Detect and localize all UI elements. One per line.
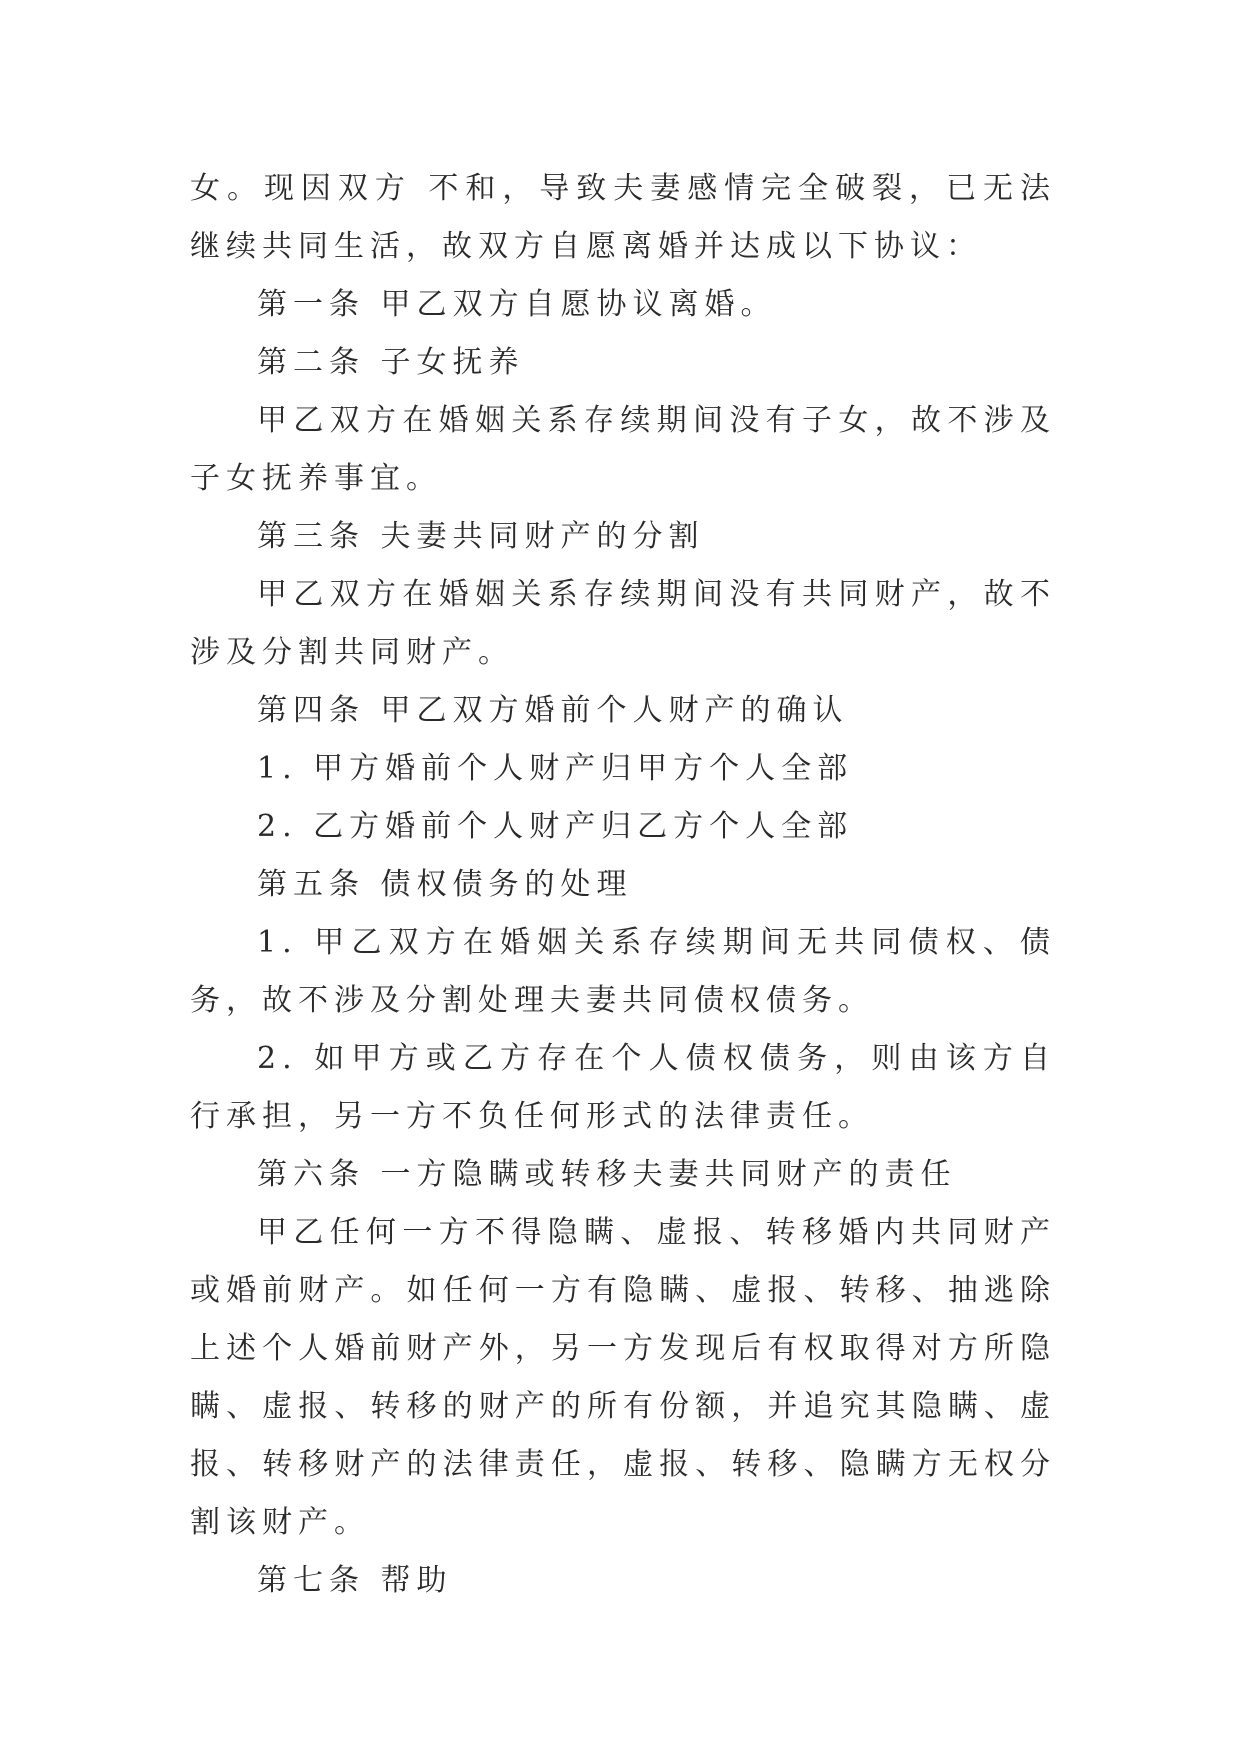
list-item: 1. 甲乙双方在婚姻关系存续期间无共同债权、债务，故不涉及分割处理夫妻共同债权债务。 xyxy=(190,925,1056,1018)
paragraph: 甲乙双方在婚姻关系存续期间没有子女，故不涉及子女抚养事宜。 xyxy=(190,403,1056,496)
paragraph: 甲乙任何一方不得隐瞒、虚报、转移婚内共同财产或婚前财产。如任何一方有隐瞒、虚报、转移、抽逃除上述个人婚前财产外，另一方发现后有权取得对方所隐瞒、虚报、转移的财产的所有份额，并追究其隐瞒、虚报、转移财产的法律责任，虚报、转移、隐瞒方无权分割该财产。 xyxy=(190,1215,1056,1540)
article-3-heading: 第三条 夫妻共同财产的分割 xyxy=(257,519,705,554)
article-4-heading: 第四条 甲乙双方婚前个人财产的确认 xyxy=(257,693,849,728)
list-item: 1. 甲方婚前个人财产归甲方个人全部 xyxy=(257,751,854,786)
paragraph: 女。现因双方 不和，导致夫妻感情完全破裂，已无法继续共同生活，故双方自愿离婚并达成以下协议： xyxy=(190,171,1056,264)
list-item: 2. 乙方婚前个人财产归乙方个人全部 xyxy=(257,809,854,844)
article-6-heading: 第六条 一方隐瞒或转移夫妻共同财产的责任 xyxy=(257,1157,957,1192)
article-2-heading: 第二条 子女抚养 xyxy=(257,345,525,380)
article-7-heading: 第七条 帮助 xyxy=(257,1563,453,1598)
article-5-heading: 第五条 债权债务的处理 xyxy=(257,867,633,902)
list-item: 2. 如甲方或乙方存在个人债权债务，则由该方自行承担，另一方不负任何形式的法律责任。 xyxy=(190,1041,1056,1134)
paragraph: 甲乙双方在婚姻关系存续期间没有共同财产，故不涉及分割共同财产。 xyxy=(190,577,1056,670)
document-body xyxy=(190,160,1056,1610)
article-1-heading: 第一条 甲乙双方自愿协议离婚。 xyxy=(257,287,777,322)
